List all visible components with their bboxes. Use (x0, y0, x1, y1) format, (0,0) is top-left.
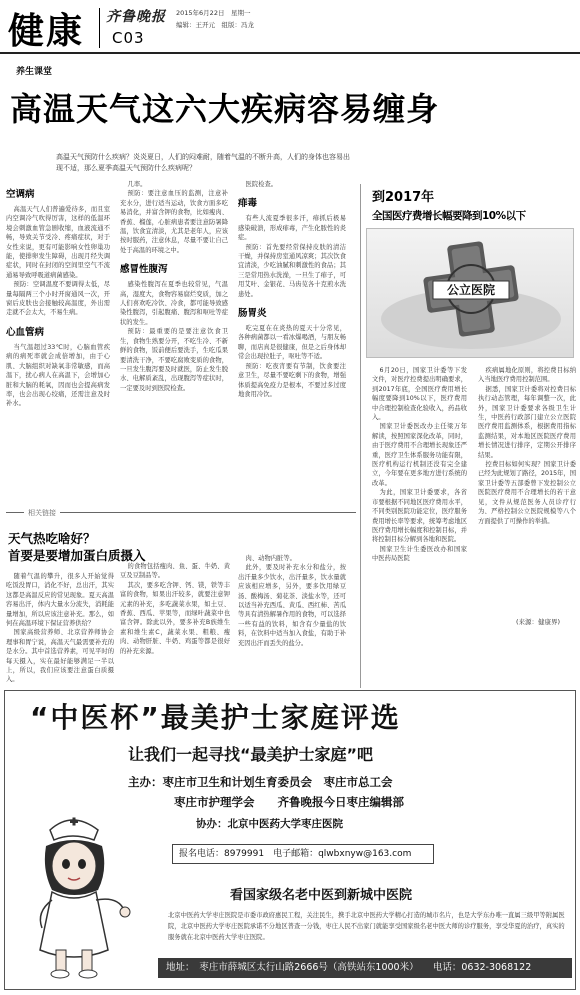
article-paragraph: 预防：最重要的是要注意饮食卫生，食物生熟要分开，不吃生冷、不新鲜的食物，饭前便后要洗手，生吃瓜果要清洗干净，不要吃腐败变质的食物，一旦发生腹泻要及时就医，防止发生脱水、电解质紊乱，出现腹泻等症状时，一定要及时到医院检查。 (120, 328, 228, 392)
ad-phone-email: 报名电话：8979991 电子邮箱：qlwbxnyw@163.com (172, 844, 434, 864)
masthead (0, 0, 580, 52)
policy-paragraph: 国家卫计委医改办主任梁万年解读，按照国家深化改革，同时，由于医疗费用不合理增长现象还严重，医疗卫生体系服务功能有限，医疗机构运行机制还没有完全建立，今年要在更多地方进行系统的改革。 (372, 423, 467, 487)
related-column-2 (120, 562, 230, 656)
related-paragraph: 随着气温的攀升，很多人开始觉得吃饭没胃口，消化不好，总出汗，其实这都是高温反应的常见现象。夏天高温容易出汗，体内大量水分流失，消耗能量增加，所以应该注意补充。那么，如何在高温环境下保证营养供给？ (6, 573, 114, 628)
policy-paragraph: 为此，国家卫计委要求，各省市要根据不同地区医疗费用水平，不同类别医院功能定位，医疗服务费用增长率等要求，统筹考虑地区医疗费用增长幅度和控制目标，并将控制目标分解到各地和医院。 (372, 489, 467, 544)
article-paragraph: 预防：空调温度不要调得太低，尽量每隔两三个小时开窗通风一次，开窗后皮肤也会接触较高温度，外出需走就不会太大，不易生病。 (6, 281, 110, 317)
article-subheading: 心血管病 (6, 326, 45, 338)
related-headline (8, 530, 238, 564)
article-paragraph: 预防：首先要经常保持皮肤的清洁干燥，并保持房室通风凉爽；其次饮食宜清淡，少吃油腻和刺激性的食品；其三是常用热水洗澡，一旦生了痱子，可用艾叶、金银花、马齿苋各十克煎水洗患处。 (238, 243, 346, 298)
nurse-icon (12, 800, 142, 980)
related-paragraph: 此外，要及时补充水分和盐分，按出汗量多少饮水，出汗量多，饮水量就应该相应增多，另外，要多饮用绿豆汤、酸梅汤、菊花茶、淡盐水等，还可以适当补充西瓜、黄瓜、西红柿、苦瓜等具有清热解暑作用的食物，可以选择一些有益的饮料，如含有少量盐的饮料，在饮料中适当加入食盐，有助于补充因出汗而丢失的盐分。 (238, 564, 346, 647)
article-paragraph: 当气温超过33℃时，心脑血管疾病的病死率就会成倍增加，由于心肌、大脑组织对缺氧非常敏感，而高温下，扰心病人在高温下，会增加心脏和大脑的耗氧，因而也会提高病发率，也会出现心绞痛，还需注意及时补水。 (6, 343, 110, 408)
policy-headline (372, 186, 577, 223)
related-column-3 (238, 554, 346, 648)
ad-host-row-1 (128, 774, 393, 790)
page-number: C03 (112, 29, 145, 47)
related-label: 相关链接 (24, 508, 60, 518)
headline: 高温天气这六大疾病容易缠身 (10, 90, 440, 128)
column-divider (360, 184, 361, 688)
editors-line: 编辑：王开元 组版：冯龙 (176, 21, 254, 29)
policy-paragraph: 6月20日，国家卫计委等下发文件，对医疗控费提出明确要求，到2017年底，全国医疗费用增长幅度要降到10%以下，医疗费用中合理控制检查化验收入，药品收入。 (372, 367, 467, 422)
lede: 高温天气预防什么疾病？炎炎夏日，人们的闷难耐，随着气温的不断升高，人们的身体也容易出现不适，那么夏季高温天气预防什么疾病呢？ (56, 153, 350, 172)
policy-paragraph: 国家卫生计生委医改办和国家中医药局医院 (372, 545, 467, 563)
ad-clinic-title: 看国家级名老中医到新城中医院 (230, 888, 413, 903)
masthead-divider (99, 8, 100, 48)
article-paragraph: 吃完夏在在炎热的夏天十分常见，各种病菌都以一看冰爆喝酒，与朋友畅聊，而店真是很健康，但是之后身体却常会出现拉肚子，呕吐等不适。 (238, 325, 346, 361)
article-subheading: 感冒性腹泻 (120, 264, 168, 276)
related-headline-line2: 首要是要增加蛋白质摄入 (8, 548, 146, 563)
ad-coorg: 北京中医药大学枣庄医院 (227, 818, 343, 830)
ad-coorganizer-row (196, 816, 343, 831)
newspaper-logo: 齐鲁晚报 (106, 9, 166, 25)
column-tag: 养生课堂 (16, 67, 53, 77)
related-headline-line1: 天气热吃啥好？ (8, 531, 96, 546)
article-subheading: 肠胃炎 (238, 308, 267, 320)
ad-host-1: 枣庄市卫生和计划生育委员会 枣庄市总工会 (162, 775, 393, 789)
related-column-1 (6, 572, 114, 684)
ad-host-row-2: 枣庄市护理学会 齐鲁晚报今日枣庄编辑部 (174, 795, 404, 809)
article-column-3 (238, 180, 346, 399)
article-paragraph: 医院检查。 (245, 181, 278, 188)
policy-column-2 (478, 366, 576, 526)
related-paragraph: 其次，要多吃含钾、钙、镁，铁等丰富的食物，如果出汗较多，就要注意钾元素的补充，多吃蔬菜水果，如土豆、香蕉、西瓜、苹果等，而绿叶蔬菜中也富含钾。除此以外，要多补充B族维生素和维生素C，蔬菜水果、粗粮、瘦肉、动物肝脏、牛奶、鸡蛋等都是很好的补充来源。 (120, 581, 230, 655)
policy-headline-line2: 全国医疗费增长幅要降到10%以下 (372, 210, 526, 222)
ad-host-label: 主办： (128, 775, 163, 789)
ad-subtitle: 让我们一起寻找“最美护士家庭”吧 (128, 745, 374, 764)
policy-headline-line1: 到2017年 (372, 190, 435, 205)
policy-paragraph: 据悉，国家卫计委将对控费目标执行动态管理，每年调整一次，此外，国家卫计委要求各级卫生计生，中医药行政部门建立公立医院医疗费用监测体系，根据费用指标监测结果，对本地区医院医疗费用增长情况进行排序，定期公开排序结果。 (478, 385, 576, 459)
article-paragraph: 几率。 (127, 181, 147, 188)
article-column-2 (120, 180, 228, 393)
article-paragraph: 感染性腹泻在夏季也较常见，气温高，湿度大，食物容易腐烂变质，加之人们喜欢吃冷饮、冷食，都可能导致感染性腹泻，引起腹痛、腹泻和呕吐等症状的发生。 (120, 281, 228, 326)
article-paragraph: 预防：吃夜宵要有节制，饮食要注意卫生，尽量不要吃剩下的食物，增强体质提高免疫力是根本，不要过多过度地食用冷饮。 (238, 362, 346, 398)
related-paragraph: 肉、动物内脏等。 (245, 555, 296, 562)
ad-title: “中医杯”最美护士家庭评选 (30, 701, 401, 734)
article-subheading: 痱毒 (238, 198, 258, 210)
publication-date: 2015年6月22日 星期一 (176, 9, 251, 17)
masthead-rule (0, 52, 580, 54)
policy-paragraph: 控费目标如何实现？国家卫计委已经为此规划了路径，2015年，国家卫计委等五部委曾下发控制公立医院医疗费用不合理增长的若干意见，文件从规范医务人员诊疗行为、严格控制公立医院规模等八个方面提供了可操作的举措。 (478, 461, 576, 525)
public-hospital-label: 公立医院 (446, 283, 496, 297)
policy-column-1 (372, 366, 467, 564)
article-paragraph: 有些人流夏季很多汗，痱抓后极易感染破溃，形成痱毒，产生化脓性的炎症。 (238, 215, 346, 242)
section-name: 健康 (8, 11, 85, 52)
related-paragraph: 的食物包括瘦肉、鱼、蛋、牛奶、黄豆及豆制品等。 (120, 563, 230, 580)
nurse-cartoon-illustration (12, 800, 142, 980)
article-subheading: 空调病 (6, 189, 35, 200)
article-column-1 (6, 180, 110, 409)
policy-source: (来源：健康界) (516, 618, 561, 626)
ad-coorg-label: 协办： (196, 818, 228, 830)
ad-clinic-description: 北京中医药大学枣庄医院是市委市政府惠民工程，关注民生，携手北京中医药大学精心打造的城市名片，也是大学东办唯一直属三级甲等附属医院，北京中医药大学枣庄医院承诺不分地区普查一分钱，枣庄人民不出家门就能享受国家级名老中医大师的诊疗服务，享受华夏的治疗，真实的服务就在北京中医药大学枣庄医院。 (168, 912, 565, 941)
public-hospital-photo (366, 228, 574, 358)
article-paragraph: 预防：要注意血压的监测，注意补充水分，进行适当运动，饮食方面多吃易消化，并富含钾的食物，比如瘦肉、香蕉、榴莲，心脏病患者要注意防暑降温，饮食宜清淡，尤其是老年人，应该按时服药，注意休息，尽量不要让自己处于高温的环境之中。 (120, 190, 228, 254)
related-paragraph: 国家高级营养师、北京营养师协会理事和胃宁说，高温天气最需要补充的是水分。其中首选营养素，可见平时的每天摄入，实在最好能够满足一半以上，所以，我们应该要注意蛋白质摄入。 (6, 629, 114, 684)
article-paragraph: 高温天气人们普遍爱待多，而且室内空调冷气吹得厉害，这样的低温环境会刺激血管急剧收缩，血液流通不畅，导致关节受冷、疼痛症状，对于女性来说，更有可能影响女性卵巢功能，使排卵发生障碍，出现月经失调症状，同时在封闭的空间里空气不流通易导致呼吸道病菌感染。 (6, 206, 110, 279)
ad-address-bar: 地址： 枣庄市薛城区太行山路2666号（高铁站东1000米） 电话：0632-3068122 (158, 958, 572, 978)
policy-paragraph: 疾病属地化原则，将控费目标纳入当地医疗费用控制范围。 (478, 367, 576, 384)
hospital-cross-illustration (367, 229, 574, 358)
